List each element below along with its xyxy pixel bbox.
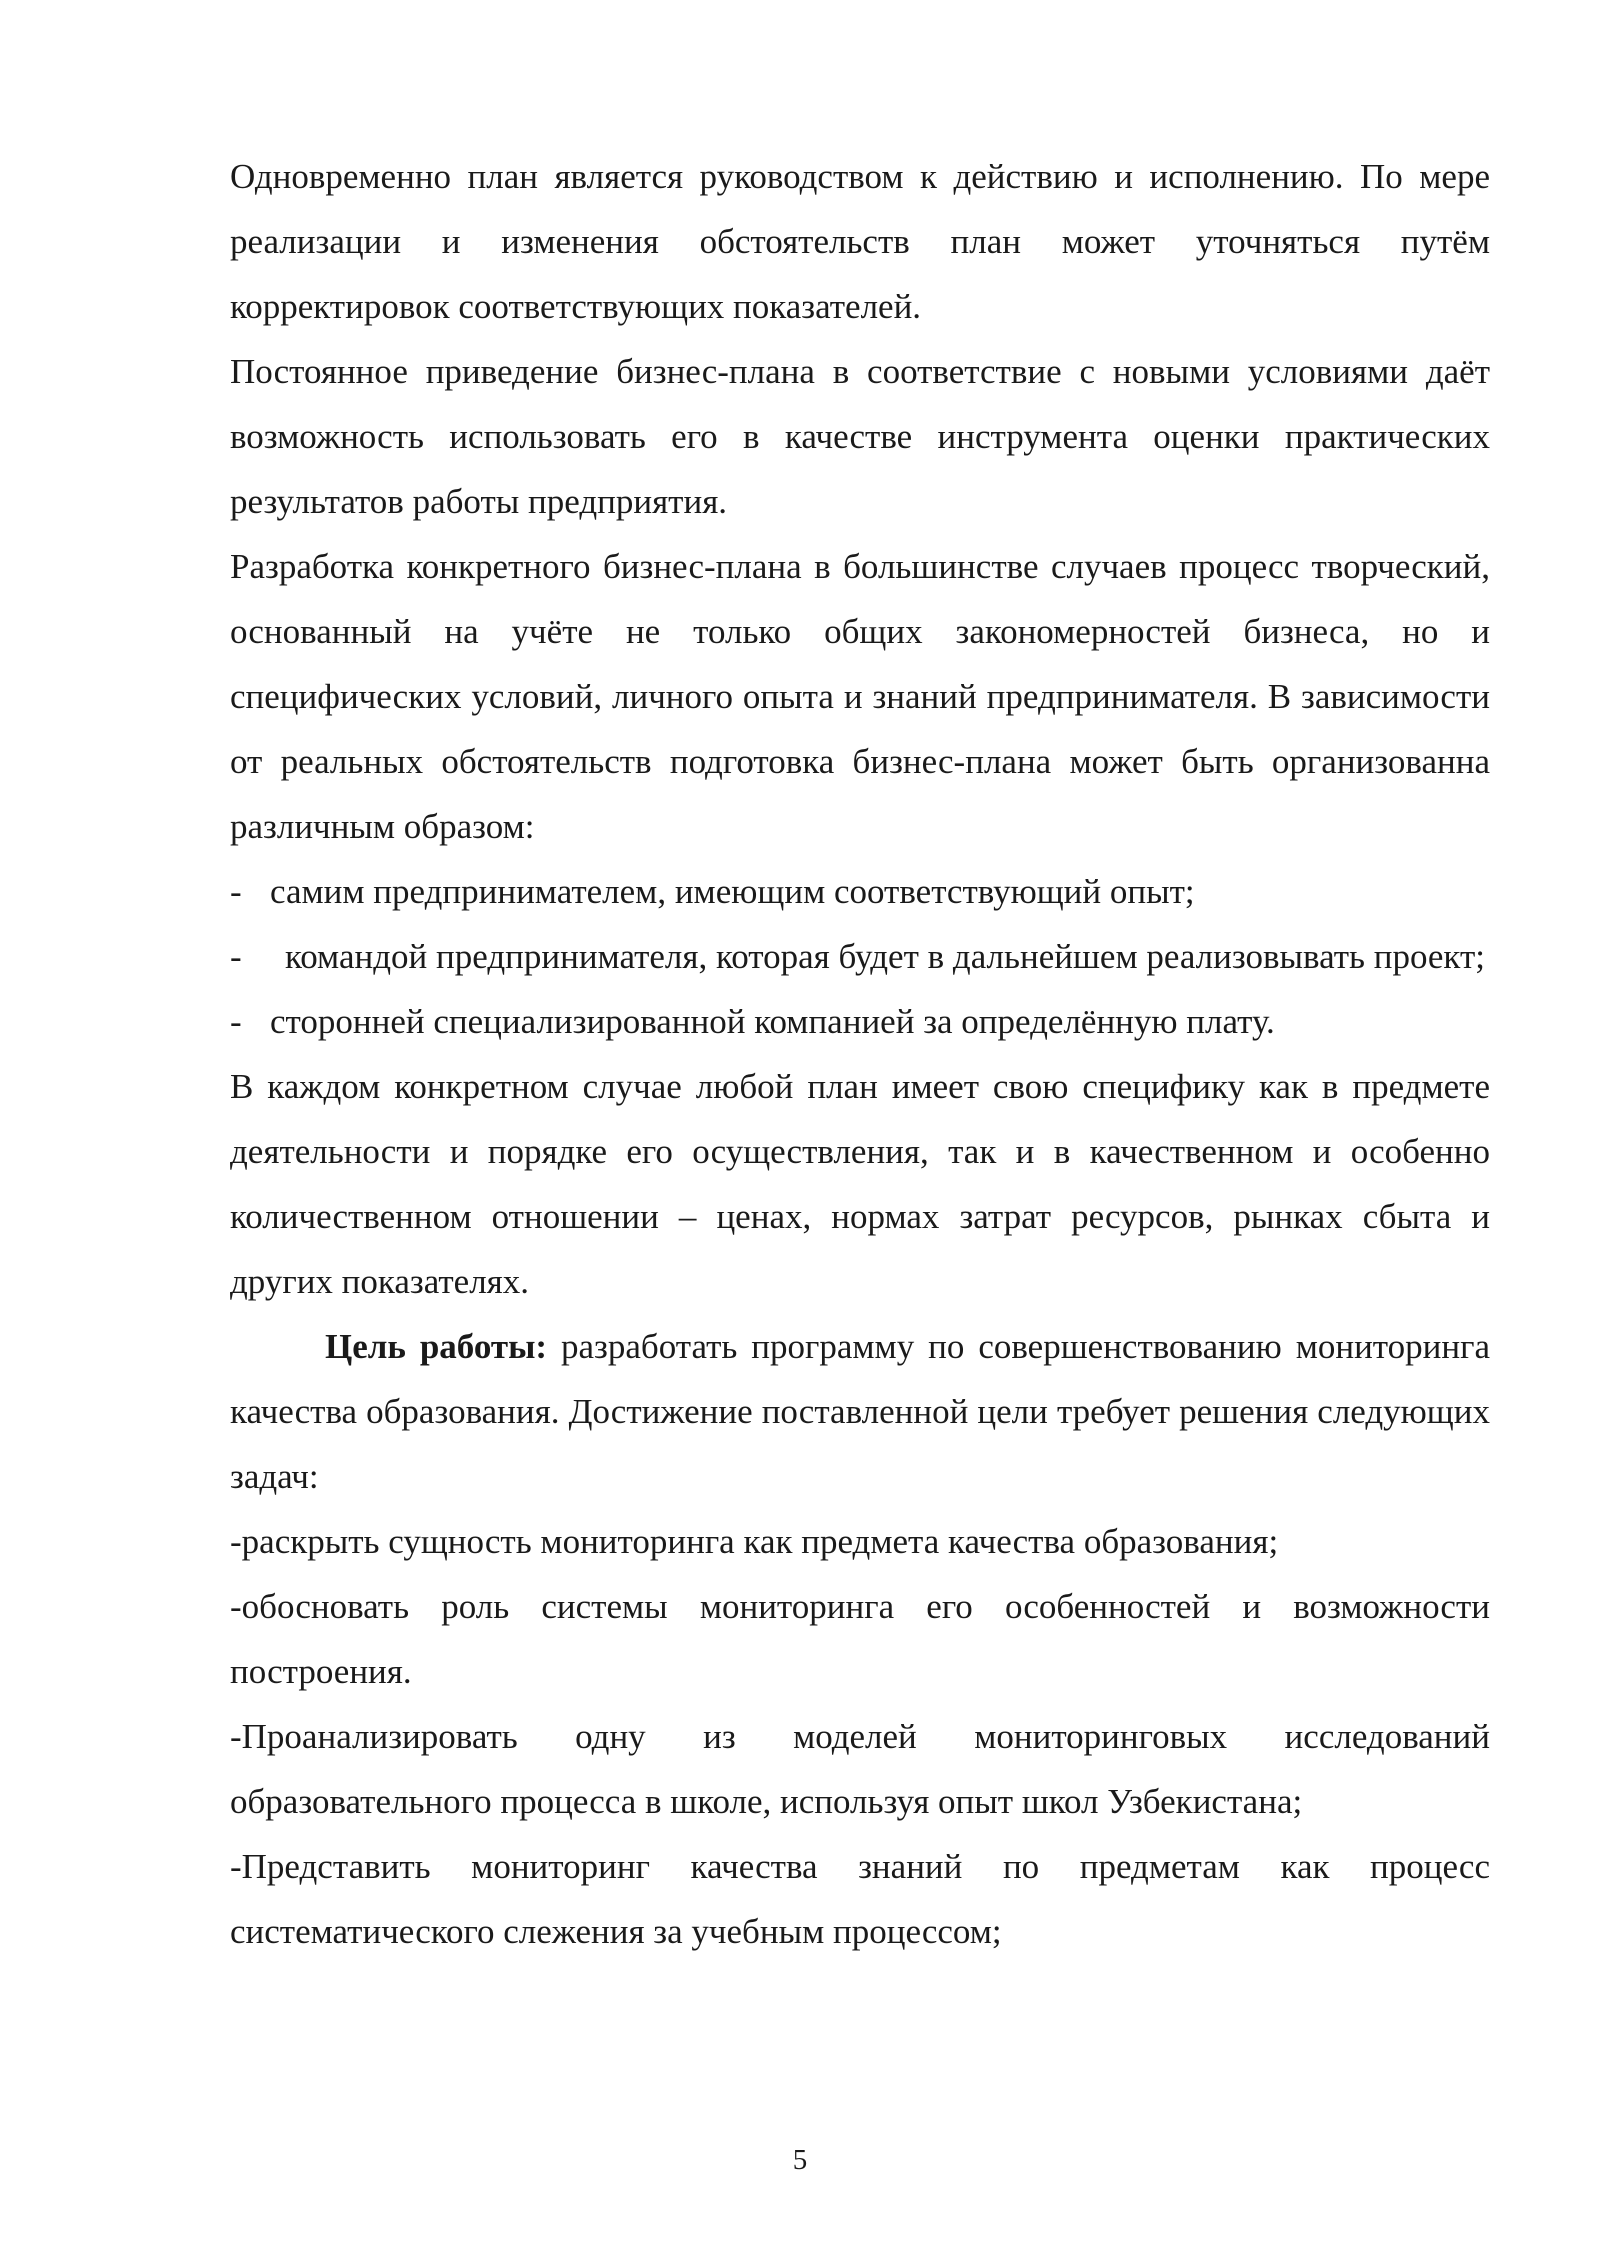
list-item-text: сторонней специализированной компанией за определённую плату. (270, 1002, 1275, 1041)
goal-text: разработать программу по совершенствованию мониторинга качества образования. Достижение поставленной цели требует решения следующих задач: (230, 1327, 1490, 1496)
list-dash: - (230, 1002, 242, 1041)
task-item: -обосновать роль системы мониторинга его особенностей и возможности построения. (230, 1587, 1490, 1691)
paragraph-plan-development: Разработка конкретного бизнес-плана в большинстве случаев процесс творческий, основанный на учёте не только общих закономерностей бизнеса, но и специфических условий, личного опыта и знаний предпринимателя. В зависимости от реальных обстоятельств подготовка бизнес-плана может быть организованна различным образом: (230, 547, 1490, 846)
task-item: -Представить мониторинг качества знаний по предметам как процесс систематического слежения за учебным процессом; (230, 1847, 1490, 1951)
list-item (230, 859, 1490, 924)
list-item-text: самим предпринимателем, имеющим соответствующий опыт; (270, 872, 1195, 911)
list-item (230, 989, 1490, 1054)
task-item: -раскрыть сущность мониторинга как предмета качества образования; (230, 1522, 1279, 1561)
goal-label: Цель работы: (325, 1327, 548, 1366)
paragraph-plan-guidance: Одновременно план является руководством к действию и исполнению. По мере реализации и изменения обстоятельств план может уточняться путём корректировок соответствующих показателей. (230, 157, 1490, 326)
paragraph-goal (230, 1314, 1490, 1509)
document-body (230, 144, 1490, 1964)
task-item: -Проанализировать одну из моделей мониторинговых исследований образовательного процесса в школе, используя опыт школ Узбекистана; (230, 1717, 1490, 1821)
list-item (230, 924, 1490, 989)
paragraph-plan-specifics: В каждом конкретном случае любой план имеет свою специфику как в предмете деятельности и порядке его осуществления, так и в качественном и особенно количественном отношении – ценах, нормах затрат ресурсов, рынках сбыта и других показателях. (230, 1067, 1490, 1301)
list-item-text: командой предпринимателя, которая будет в дальнейшем реализовывать проект; (285, 937, 1485, 976)
paragraph-plan-adjustment: Постоянное приведение бизнес-плана в соответствие с новыми условиями даёт возможность использовать его в качестве инструмента оценки практических результатов работы предприятия. (230, 352, 1490, 521)
list-dash: - (230, 937, 242, 976)
page-number: 5 (792, 2144, 808, 2176)
list-dash: - (230, 872, 242, 911)
